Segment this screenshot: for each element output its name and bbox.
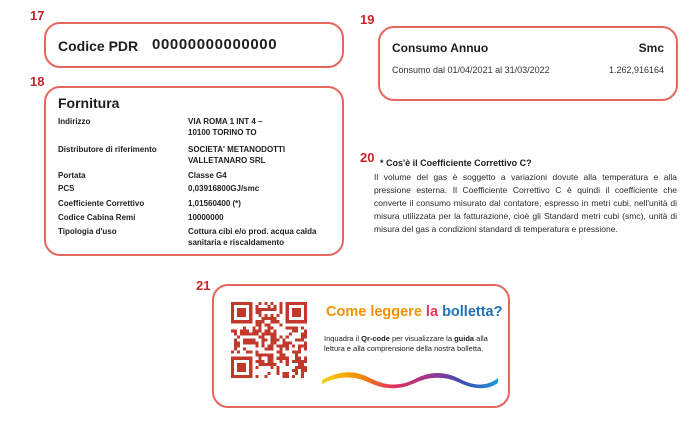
consumo-period: Consumo dal 01/04/2021 al 31/03/2022: [392, 65, 550, 75]
bolletta-title-part2: la: [421, 304, 443, 320]
fornitura-value: Cottura cibi e/o prod. acqua calda sanitaria e riscaldamento: [188, 227, 317, 247]
bolletta-text-qr: Qr-code: [361, 334, 390, 343]
bolletta-text: [324, 334, 504, 354]
coefficiente-title: * Cos'è il Coefficiente Correttivo C?: [380, 158, 532, 168]
bolletta-text-c: per visualizzare la: [389, 334, 455, 343]
bolletta-card: [212, 284, 510, 408]
fornitura-value: 0,03916800GJ/smc: [188, 184, 260, 193]
fornitura-key: Distributore di riferimento: [58, 145, 157, 154]
bolletta-title: [326, 304, 502, 320]
section-number-17: 17: [30, 8, 45, 23]
fornitura-title: Fornitura: [58, 95, 120, 111]
qr-code[interactable]: [231, 302, 307, 378]
consumo-unit: Smc: [638, 41, 664, 55]
coefficiente-text: Il volume del gas è soggetto a variazioni dovute alla temperatura e alla pressione esterna. Il Coefficiente Correttivo C è quindi il coefficiente che converte il consumo misurato dal contatore, espresso in metri cubi, nell'unità di misura utilizzata per la fatturazione, cioè gli Standard metri cubi (smc), unità di misura del gas a condizioni standard di temperatura e pressione.: [374, 172, 677, 234]
fornitura-value: Classe G4: [188, 171, 227, 180]
fornitura-value: 1,01560400 (*): [188, 199, 241, 208]
section-number-19: 19: [360, 12, 375, 27]
bolletta-text-e: alla lettura e alla comprensione della nostra bolletta.: [324, 334, 488, 353]
fornitura-key: Indirizzo: [58, 117, 91, 126]
pdr-value: 00000000000000: [152, 36, 278, 53]
fornitura-key: Codice Cabina Remi: [58, 213, 136, 222]
bolletta-text-guida: guida: [454, 334, 475, 343]
fornitura-key: Coefficiente Correttivo: [58, 199, 145, 208]
fornitura-value: 10000000: [188, 213, 224, 222]
bolletta-title-part3: bolletta?: [442, 304, 503, 320]
pdr-card: [44, 22, 344, 68]
rainbow-wave-decoration: [320, 370, 500, 390]
consumo-card: [378, 26, 678, 101]
section-number-18: 18: [30, 74, 45, 89]
fornitura-key: PCS: [58, 184, 75, 193]
fornitura-value: VIA ROMA 1 INT 4 – 10100 TORINO TO: [188, 117, 263, 137]
consumo-value: 1.262,916164: [608, 65, 664, 75]
fornitura-value: SOCIETA' METANODOTTI VALLETANARO SRL: [188, 145, 286, 165]
fornitura-card: [44, 86, 344, 256]
fornitura-key: Portata: [58, 171, 86, 180]
consumo-title: Consumo Annuo: [392, 41, 489, 55]
fornitura-key: Tipologia d'uso: [58, 227, 117, 236]
section-number-21: 21: [196, 278, 211, 293]
bolletta-title-part1: Come leggere: [326, 304, 422, 320]
bolletta-text-a: Inquadra il: [324, 334, 362, 343]
pdr-label: Codice PDR: [58, 38, 139, 54]
section-number-20: 20: [360, 150, 375, 165]
